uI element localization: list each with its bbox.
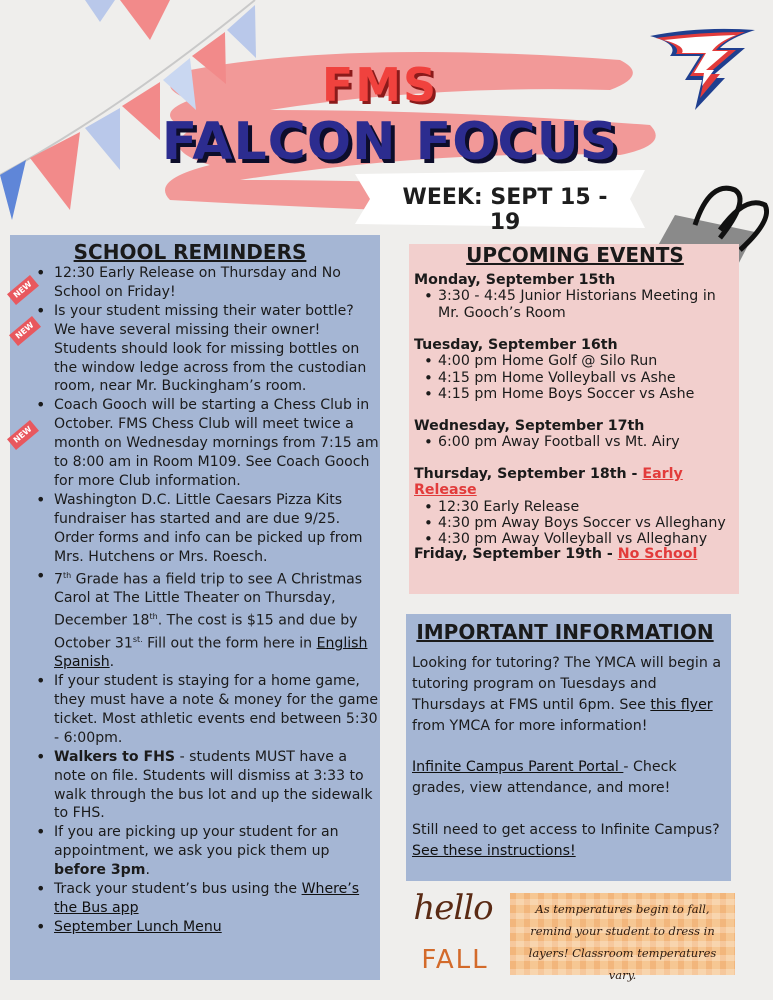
list-item: • Is your student missing their water bottle? We have several missing their owner! Students should look for missing bottles on the window ledge across from the custodian room, near Mr. Buckingham’s room. — [34, 302, 379, 397]
list-item: • If your student is staying for a home game, they must have a note & money for the game ticket. Most athletic events end between 5:30 - 6:00pm. — [34, 672, 379, 748]
event-day-monday: Monday, September 15th • 3:30 - 4:45 Junior Historians Meeting in Mr. Gooch’s Room — [414, 272, 739, 321]
event-day-wednesday: Wednesday, September 17th • 6:00 pm Away Football vs Mt. Airy — [414, 418, 739, 451]
list-item: • 7th Grade has a field trip to see A Christmas Carol at The Little Theater on Thursday, December 18th. The cost is $15 and due by October $31^{st.}$ Fill out the form here in English Spanish. — [34, 567, 379, 673]
temperature-note: As temperatures begin to fall, remind your student to dress in layers! Classroom temperatures vary. — [528, 902, 717, 982]
event-day-thursday: Thursday, September 18th - Early Release • 12:30 Early Release • 4:30 pm Away Boys Soccer vs Alleghany • 4:30 pm Away Volleyball vs Alleghany — [414, 466, 739, 547]
event-item: • 12:30 Early Release — [414, 499, 739, 515]
important-information-title: IMPORTANT INFORMATION — [416, 620, 714, 644]
header-title: FALCON FOCUS — [161, 112, 619, 172]
list-item: • Walkers to FHS - students MUST have a note on file. Students will dismiss at 3:33 to walk through the bus lot and up the sidewalk to FHS. — [34, 748, 379, 824]
school-reminders-title: SCHOOL REMINDERS — [73, 240, 307, 264]
event-item: • 4:15 pm Home Boys Soccer vs Ashe — [414, 386, 739, 402]
hello-text: hello — [413, 888, 493, 928]
list-item: • Track your student’s bus using the Where’s the Bus app — [34, 880, 379, 918]
upcoming-events-title: UPCOMING EVENTS — [466, 243, 684, 267]
new-badge: NEW — [7, 420, 39, 450]
reminders-list — [34, 264, 379, 937]
event-day-tuesday: Tuesday, September 16th • 4:00 pm Home Golf @ Silo Run • 4:15 pm Home Volleyball vs Ashe • 4:15 pm Home Boys Soccer vs Ashe — [414, 337, 739, 402]
tutoring-paragraph: Looking for tutoring? The YMCA will begin a tutoring program on Tuesdays and Thursdays at FMS until 6pm. See this flyer from YMCA for more information! — [412, 655, 722, 734]
header-fms: FMS — [321, 58, 439, 112]
wheres-the-bus-link[interactable]: Where’s the Bus app — [54, 881, 360, 916]
falcon-logo-icon — [650, 18, 765, 113]
infinite-campus-link[interactable]: Infinite Campus Parent Portal — [412, 759, 624, 775]
ymca-flyer-link[interactable]: this flyer — [650, 697, 713, 713]
new-badge: NEW — [9, 316, 41, 346]
event-item: • 4:15 pm Home Volleyball vs Ashe — [414, 370, 739, 386]
spanish-form-link[interactable]: Spanish — [54, 654, 110, 671]
list-item: • 12:30 Early Release on Thursday and No School on Friday! — [34, 264, 379, 302]
early-release-link[interactable]: Early Release — [414, 466, 683, 499]
list-item: • If you are picking up your student for an appointment, we ask you pick them up before 3pm. — [34, 823, 379, 880]
event-day-friday: Friday, September 19th - No School — [414, 546, 698, 562]
list-item — [34, 918, 379, 937]
parent-portal-paragraph: Infinite Campus Parent Portal - Check grades, view attendance, and more! — [412, 759, 677, 796]
instructions-link[interactable]: See these instructions! — [412, 843, 576, 859]
event-item: • 4:30 pm Away Boys Soccer vs Alleghany — [414, 515, 739, 531]
list-item: • Washington D.C. Little Caesars Pizza Kits fundraiser has started and are due 9/25. Order forms and info can be picked up from Mrs. Hutchens or Mrs. Roesch. — [34, 491, 379, 567]
event-item: • 4:30 pm Away Volleyball vs Alleghany — [414, 531, 739, 547]
no-school-link[interactable]: No School — [617, 546, 698, 562]
event-item: • 4:00 pm Home Golf @ Silo Run — [414, 353, 739, 369]
new-badge: NEW — [7, 275, 39, 305]
week-label: WEEK: SEPT 15 - 19 — [402, 185, 608, 235]
english-form-link[interactable]: English — [316, 635, 368, 652]
event-item: • 6:00 pm Away Football vs Mt. Airy — [414, 434, 739, 450]
event-item: • 3:30 - 4:45 Junior Historians Meeting in Mr. Gooch’s Room — [414, 288, 739, 321]
lunch-menu-link[interactable]: September Lunch Menu — [54, 918, 222, 935]
list-item: • Coach Gooch will be starting a Chess Club in October. FMS Chess Club will meet twice a month on Wednesday mornings from 7:15 am to 8:00 am in Room M109. See Coach Gooch for more Club information. — [34, 396, 379, 491]
access-paragraph: Still need to get access to Infinite Campus? See these instructions! — [412, 822, 720, 859]
fall-text: FALL — [421, 945, 489, 975]
